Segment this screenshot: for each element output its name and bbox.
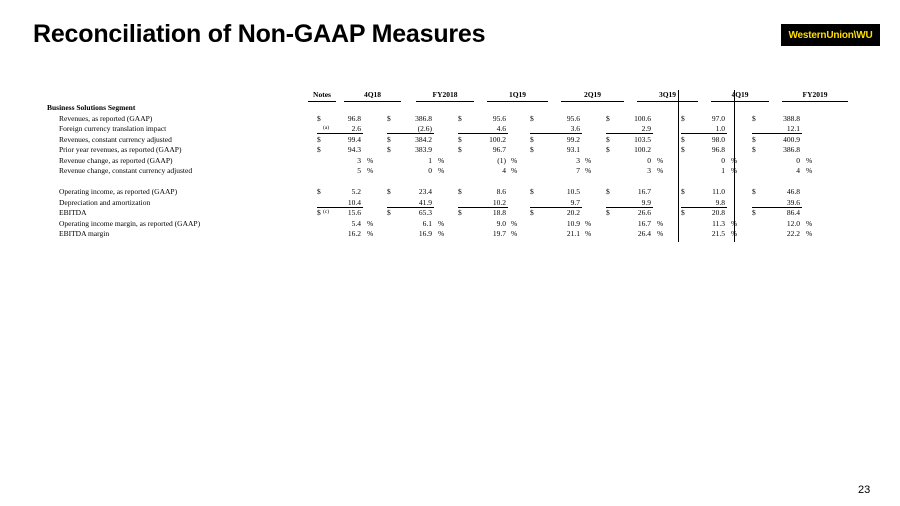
cell-value: 19.7 (492, 229, 506, 238)
cell-value: 3.6 (570, 124, 580, 133)
percent-sign: % (511, 155, 518, 165)
row-label: Operating income, as reported (GAAP) (59, 187, 178, 196)
cell-value: 95.6 (566, 113, 580, 123)
cell-value: 103.5 (634, 134, 651, 144)
cell-value: 0 (428, 166, 432, 175)
dollar-sign: $ (681, 208, 685, 217)
cell-value: 8.6 (496, 187, 506, 196)
cell-value: 9.9 (641, 197, 651, 207)
cell-value: 98.0 (711, 134, 725, 144)
cell-value: 20.2 (566, 208, 580, 217)
cell-value: 95.6 (492, 113, 506, 123)
percent-sign: % (657, 229, 664, 238)
dollar-sign: $ (458, 113, 462, 123)
row-label: Revenues, constant currency adjusted (59, 134, 172, 144)
dollar-sign: $ (530, 208, 534, 217)
row-note: (c) (323, 209, 330, 215)
percent-sign: % (657, 166, 664, 175)
percent-sign: % (806, 155, 813, 165)
table-row (40, 155, 860, 166)
percent-sign: % (585, 229, 592, 238)
column-header-notes: Notes (313, 90, 331, 99)
dollar-sign: $ (530, 145, 534, 154)
cell-value: 21.5 (711, 229, 725, 238)
cell-value: 96.8 (347, 113, 361, 123)
column-header-3q19: 3Q19 (658, 90, 677, 99)
cell-value: (1) (497, 155, 506, 165)
western-union-logo: WesternUnion\WU (781, 24, 880, 46)
column-separator (734, 90, 735, 242)
cell-value: 0 (796, 155, 800, 165)
dollar-sign: $ (317, 187, 321, 196)
dollar-sign: $ (752, 113, 756, 123)
section-title: Business Solutions Segment (47, 103, 136, 112)
column-header-fy2018: FY2018 (432, 90, 458, 99)
dollar-sign: $ (387, 113, 391, 123)
percent-sign: % (806, 229, 813, 238)
table-row (40, 228, 860, 239)
dollar-sign: $ (458, 208, 462, 217)
dollar-sign: $ (530, 113, 534, 123)
cell-value: 12.0 (786, 218, 800, 228)
cell-value: 4 (796, 166, 800, 175)
cell-value: 1 (721, 166, 725, 175)
cell-value: 96.8 (711, 145, 725, 154)
cell-value: 11.0 (712, 187, 725, 196)
cell-value: 10.4 (347, 197, 361, 207)
percent-sign: % (438, 218, 445, 228)
cell-value: 99.4 (347, 134, 361, 144)
cell-value: 16.7 (637, 187, 651, 196)
percent-sign: % (367, 218, 374, 228)
cell-value: (2.6) (417, 124, 432, 133)
dollar-sign: $ (606, 134, 610, 144)
dollar-sign: $ (387, 208, 391, 217)
percent-sign: % (731, 166, 738, 175)
table-header-row (40, 90, 860, 102)
cell-value: 1 (428, 155, 432, 165)
row-note: (a) (323, 125, 330, 131)
cell-value: 21.1 (566, 229, 580, 238)
row-label: Prior year revenues, as reported (GAAP) (59, 145, 182, 154)
cell-value: 386.8 (783, 145, 800, 154)
percent-sign: % (585, 166, 592, 175)
table-row (40, 186, 860, 197)
dollar-sign: $ (681, 134, 685, 144)
dollar-sign: $ (752, 208, 756, 217)
percent-sign: % (731, 155, 738, 165)
percent-sign: % (438, 229, 445, 238)
percent-sign: % (367, 166, 374, 175)
dollar-sign: $ (317, 113, 321, 123)
dollar-sign: $ (530, 187, 534, 196)
dollar-sign: $ (752, 134, 756, 144)
cell-value: 10.2 (492, 197, 506, 207)
cell-value: 23.4 (418, 187, 432, 196)
table-row (40, 165, 860, 176)
cell-value: 16.2 (347, 229, 361, 238)
cell-value: 18.8 (492, 208, 506, 217)
cell-value: 22.2 (786, 229, 800, 238)
percent-sign: % (731, 218, 738, 228)
percent-sign: % (585, 218, 592, 228)
dollar-sign: $ (606, 187, 610, 196)
percent-sign: % (438, 166, 445, 175)
table-row (40, 134, 860, 145)
reconciliation-table (40, 90, 860, 239)
dollar-sign: $ (458, 187, 462, 196)
cell-value: 10.9 (566, 218, 580, 228)
table-row (40, 207, 860, 218)
cell-value: 100.2 (489, 134, 506, 144)
cell-value: 6.1 (422, 218, 432, 228)
table-row (40, 144, 860, 155)
dollar-sign: $ (458, 134, 462, 144)
dollar-sign: $ (752, 187, 756, 196)
column-header-4q19: 4Q19 (731, 90, 749, 99)
cell-value: 26.6 (637, 208, 651, 217)
cell-value: 3 (576, 155, 580, 165)
cell-value: 41.9 (418, 197, 432, 207)
dollar-sign: $ (387, 145, 391, 154)
cell-value: 388.8 (783, 113, 800, 123)
column-header-2q19: 2Q19 (583, 90, 602, 99)
percent-sign: % (806, 218, 813, 228)
cell-value: 0 (721, 155, 725, 165)
percent-sign: % (438, 155, 445, 165)
percent-sign: % (511, 166, 518, 175)
cell-value: 4 (502, 166, 506, 175)
dollar-sign: $ (606, 113, 610, 123)
column-header-1q19: 1Q19 (508, 90, 527, 99)
table-row (40, 218, 860, 229)
cell-value: 9.0 (496, 218, 506, 228)
table-row (40, 197, 860, 208)
column-separator (678, 90, 679, 242)
dollar-sign: $ (458, 145, 462, 154)
cell-value: 9.8 (715, 197, 725, 207)
section-row (40, 102, 860, 113)
cell-value: 99.2 (566, 134, 580, 144)
dollar-sign: $ (530, 134, 534, 144)
dollar-sign: $ (387, 187, 391, 196)
cell-value: 5 (357, 166, 361, 175)
cell-value: 2.9 (641, 124, 651, 133)
dollar-sign: $ (387, 134, 391, 144)
percent-sign: % (806, 166, 813, 175)
dollar-sign: $ (317, 134, 321, 144)
cell-value: 2.6 (351, 124, 361, 133)
dollar-sign: $ (681, 145, 685, 154)
percent-sign: % (511, 229, 518, 238)
percent-sign: % (367, 229, 374, 238)
cell-value: 4.6 (496, 124, 506, 133)
table-row (40, 123, 860, 134)
cell-value: 400.9 (783, 134, 800, 144)
row-label: Revenue change, constant currency adjusted (59, 166, 193, 175)
cell-value: 96.7 (492, 145, 506, 154)
row-label: EBITDA margin (59, 229, 110, 238)
cell-value: 46.8 (786, 187, 800, 196)
page-number: 23 (858, 484, 871, 496)
cell-value: 0 (647, 155, 651, 165)
cell-value: 26.4 (637, 229, 651, 238)
cell-value: 100.2 (634, 145, 651, 154)
cell-value: 93.1 (566, 145, 580, 154)
percent-sign: % (731, 229, 738, 238)
row-label: Revenues, as reported (GAAP) (59, 113, 153, 123)
cell-value: 386.8 (415, 113, 432, 123)
cell-value: 65.3 (418, 208, 432, 217)
cell-value: 10.5 (566, 187, 580, 196)
cell-value: 15.6 (347, 208, 361, 217)
percent-sign: % (657, 218, 664, 228)
percent-sign: % (367, 155, 374, 165)
dollar-sign: $ (317, 145, 321, 154)
cell-value: 16.9 (418, 229, 432, 238)
cell-value: 5.2 (351, 187, 361, 196)
row-label: Revenue change, as reported (GAAP) (59, 155, 173, 165)
cell-value: 7 (576, 166, 580, 175)
row-label: Operating income margin, as reported (GAAP) (59, 218, 201, 228)
page-title: Reconciliation of Non-GAAP Measures (33, 20, 486, 48)
row-label: EBITDA (59, 208, 87, 217)
column-header-4q18: 4Q18 (363, 90, 382, 99)
cell-value: 383.9 (415, 145, 432, 154)
cell-value: 97.0 (711, 113, 725, 123)
cell-value: 9.7 (570, 197, 580, 207)
dollar-sign: $ (681, 187, 685, 196)
table-row (40, 113, 860, 124)
cell-value: 1.0 (715, 124, 725, 133)
cell-value: 20.8 (711, 208, 725, 217)
cell-value: 16.7 (637, 218, 651, 228)
cell-value: 11.3 (712, 218, 725, 228)
dollar-sign: $ (606, 145, 610, 154)
cell-value: 94.3 (347, 145, 361, 154)
dollar-sign: $ (681, 113, 685, 123)
cell-value: 100.6 (634, 113, 651, 123)
cell-value: 5.4 (351, 218, 361, 228)
cell-value: 3 (647, 166, 651, 175)
cell-value: 12.1 (786, 124, 800, 133)
cell-value: 3 (357, 155, 361, 165)
percent-sign: % (585, 155, 592, 165)
row-label: Foreign currency translation impact (59, 124, 167, 133)
dollar-sign: $ (317, 208, 321, 217)
dollar-sign: $ (606, 208, 610, 217)
percent-sign: % (511, 218, 518, 228)
cell-value: 39.6 (786, 197, 800, 207)
table-row (40, 176, 860, 187)
row-label: Depreciation and amortization (59, 197, 151, 207)
cell-value: 384.2 (415, 134, 432, 144)
percent-sign: % (657, 155, 664, 165)
dollar-sign: $ (752, 145, 756, 154)
column-header-fy2019: FY2019 (802, 90, 828, 99)
cell-value: 86.4 (786, 208, 800, 217)
